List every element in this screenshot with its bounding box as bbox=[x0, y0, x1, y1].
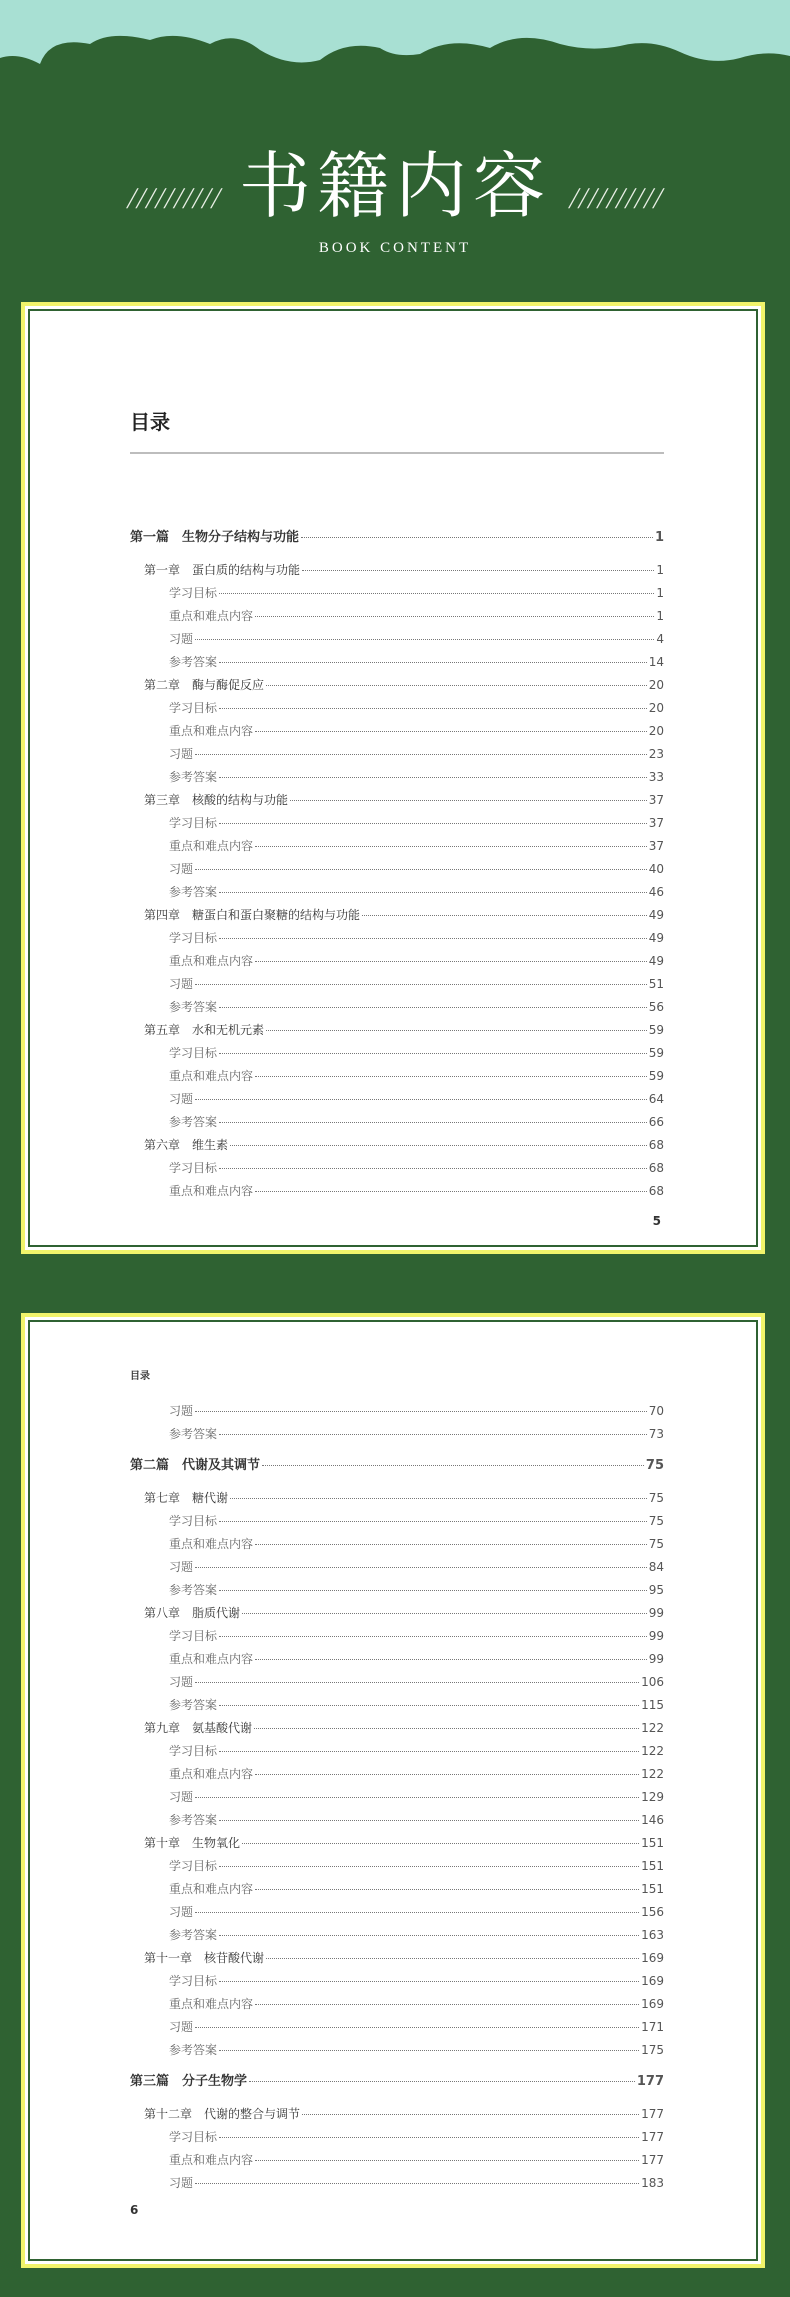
dot-leader bbox=[255, 616, 654, 617]
toc-entry-page: 169 bbox=[641, 1974, 664, 1988]
toc-entry-sec[interactable] bbox=[130, 885, 664, 899]
toc-entry-label: 参考答案 bbox=[169, 1000, 218, 1014]
dot-leader bbox=[255, 2004, 639, 2005]
dot-leader bbox=[219, 1521, 647, 1522]
dot-leader bbox=[266, 685, 647, 686]
toc-entry-sec[interactable] bbox=[130, 862, 664, 876]
toc-entry-label: 参考答案 bbox=[169, 1928, 218, 1942]
dot-leader bbox=[195, 869, 647, 870]
dot-leader bbox=[219, 823, 647, 824]
toc-entry-page: 151 bbox=[641, 1836, 664, 1850]
toc-entry-label: 第六章 维生素 bbox=[144, 1138, 229, 1152]
toc-entry-page: 129 bbox=[641, 1790, 664, 1804]
toc-entry-label: 重点和难点内容 bbox=[169, 1652, 254, 1666]
toc-entry-label: 第三章 核酸的结构与功能 bbox=[144, 793, 289, 807]
dot-leader bbox=[195, 1797, 639, 1798]
toc-entry-label: 学习目标 bbox=[169, 586, 218, 600]
toc-entry-sec[interactable] bbox=[130, 977, 664, 991]
toc-entry-page: 51 bbox=[648, 977, 664, 991]
toc-entry-page: 14 bbox=[648, 655, 664, 669]
toc-entry-label: 重点和难点内容 bbox=[169, 1882, 254, 1896]
toc-entry-page: 122 bbox=[641, 1721, 664, 1735]
dot-leader bbox=[219, 1981, 639, 1982]
toc-entry-sec[interactable] bbox=[130, 1905, 664, 1919]
toc-entry-label: 学习目标 bbox=[169, 2130, 218, 2144]
toc-entry-sec[interactable] bbox=[130, 1698, 664, 1712]
toc-entry-label: 第八章 脂质代谢 bbox=[144, 1606, 241, 1620]
toc-entry-label: 重点和难点内容 bbox=[169, 724, 254, 738]
toc-entry-page: 75 bbox=[648, 1514, 664, 1528]
toc-entry-label: 第四章 糖蛋白和蛋白聚糖的结构与功能 bbox=[144, 908, 361, 922]
dot-leader bbox=[219, 777, 647, 778]
toc-entry-label: 第三篇 分子生物学 bbox=[130, 2074, 248, 2089]
toc-entry-page: 122 bbox=[641, 1744, 664, 1758]
toc-list bbox=[130, 531, 664, 1198]
toc-entry-label: 学习目标 bbox=[169, 1629, 218, 1643]
toc-entry-sec[interactable] bbox=[130, 1859, 664, 1873]
toc-entry-label: 第九章 氨基酸代谢 bbox=[144, 1721, 253, 1735]
toc-entry-page: 68 bbox=[648, 1138, 664, 1152]
toc-entry-sec[interactable] bbox=[130, 1928, 664, 1942]
toc-entry-chap[interactable] bbox=[130, 793, 664, 807]
toc-entry-sec[interactable] bbox=[130, 1560, 664, 1574]
dot-leader bbox=[219, 1168, 647, 1169]
heading-divider bbox=[130, 452, 664, 454]
dot-leader bbox=[219, 2050, 639, 2051]
toc-entry-label: 习题 bbox=[169, 747, 194, 761]
toc-entry-page: 163 bbox=[641, 1928, 664, 1942]
dot-leader bbox=[219, 593, 654, 594]
toc-list bbox=[130, 1404, 664, 2190]
dot-leader bbox=[255, 846, 647, 847]
toc-entry-label: 学习目标 bbox=[169, 1046, 218, 1060]
toc-entry-sec[interactable] bbox=[130, 2043, 664, 2057]
toc-entry-page: 37 bbox=[648, 839, 664, 853]
toc-entry-label: 学习目标 bbox=[169, 1859, 218, 1873]
dot-leader bbox=[195, 1682, 639, 1683]
toc-entry-sec[interactable] bbox=[130, 1427, 664, 1441]
toc-entry-label: 参考答案 bbox=[169, 2043, 218, 2057]
toc-entry-label: 重点和难点内容 bbox=[169, 609, 254, 623]
section-title: 书籍内容 bbox=[238, 144, 551, 228]
dot-leader bbox=[266, 1958, 639, 1959]
dot-leader bbox=[255, 1774, 639, 1775]
toc-entry-page: 75 bbox=[648, 1491, 664, 1505]
toc-entry-chap[interactable] bbox=[130, 1138, 664, 1152]
toc-entry-chap[interactable] bbox=[130, 678, 664, 692]
toc-entry-chap[interactable] bbox=[130, 1951, 664, 1965]
toc-entry-page: 156 bbox=[641, 1905, 664, 1919]
dot-leader bbox=[255, 1659, 647, 1660]
toc-entry-sec[interactable] bbox=[130, 1790, 664, 1804]
toc-entry-label: 第二章 酶与酶促反应 bbox=[144, 678, 265, 692]
toc-entry-chap[interactable] bbox=[130, 1836, 664, 1850]
running-head: 目录 bbox=[130, 1371, 150, 1382]
toc-entry-sec[interactable] bbox=[130, 1652, 664, 1666]
toc-entry-label: 参考答案 bbox=[169, 1427, 218, 1441]
toc-entry-page: 33 bbox=[648, 770, 664, 784]
dot-leader bbox=[255, 1889, 639, 1890]
dot-leader bbox=[195, 1411, 647, 1412]
toc-entry-label: 习题 bbox=[169, 862, 194, 876]
toc-entry-page: 122 bbox=[641, 1767, 664, 1781]
toc-entry-page: 49 bbox=[648, 908, 664, 922]
dot-leader bbox=[266, 1030, 647, 1031]
toc-entry-sec[interactable] bbox=[130, 1404, 664, 1418]
toc-entry-page: 175 bbox=[641, 2043, 664, 2057]
toc-entry-page: 66 bbox=[648, 1115, 664, 1129]
dot-leader bbox=[195, 1099, 647, 1100]
toc-entry-sec[interactable] bbox=[130, 609, 664, 623]
toc-entry-label: 习题 bbox=[169, 1790, 194, 1804]
toc-entry-page: 171 bbox=[641, 2020, 664, 2034]
dot-leader bbox=[302, 570, 654, 571]
toc-entry-label: 参考答案 bbox=[169, 1698, 218, 1712]
toc-entry-page: 151 bbox=[641, 1859, 664, 1873]
dot-leader bbox=[219, 1122, 647, 1123]
toc-entry-page: 49 bbox=[648, 954, 664, 968]
dot-leader bbox=[195, 754, 647, 755]
toc-entry-page: 59 bbox=[648, 1069, 664, 1083]
toc-entry-sec[interactable] bbox=[130, 839, 664, 853]
toc-entry-chap[interactable] bbox=[130, 1606, 664, 1620]
toc-entry-label: 重点和难点内容 bbox=[169, 954, 254, 968]
toc-entry-page: 68 bbox=[648, 1184, 664, 1198]
toc-entry-page: 23 bbox=[648, 747, 664, 761]
toc-entry-sec[interactable] bbox=[130, 724, 664, 738]
dot-leader bbox=[255, 1544, 647, 1545]
dot-leader bbox=[195, 1567, 647, 1568]
dot-leader bbox=[219, 892, 647, 893]
dot-leader bbox=[255, 731, 647, 732]
toc-entry-sec[interactable] bbox=[130, 1997, 664, 2011]
section-subtitle: BOOK CONTENT bbox=[318, 240, 472, 256]
toc-entry-sec[interactable] bbox=[130, 747, 664, 761]
dot-leader bbox=[195, 2027, 639, 2028]
toc-entry-page: 1 bbox=[656, 586, 664, 600]
toc-entry-page: 4 bbox=[656, 632, 664, 646]
toc-entry-page: 20 bbox=[648, 701, 664, 715]
toc-entry-sec[interactable] bbox=[130, 1974, 664, 1988]
toc-entry-sec[interactable] bbox=[130, 1813, 664, 1827]
toc-entry-label: 重点和难点内容 bbox=[169, 1069, 254, 1083]
toc-heading: 目录 bbox=[130, 410, 170, 434]
toc-entry-part[interactable] bbox=[130, 1459, 664, 1473]
dot-leader bbox=[301, 537, 653, 538]
toc-entry-sec[interactable] bbox=[130, 954, 664, 968]
toc-entry-chap[interactable] bbox=[130, 1721, 664, 1735]
dot-leader bbox=[290, 800, 647, 801]
toc-entry-sec[interactable] bbox=[130, 931, 664, 945]
toc-entry-page: 177 bbox=[641, 2130, 664, 2144]
toc-entry-page: 95 bbox=[648, 1583, 664, 1597]
toc-entry-page: 49 bbox=[648, 931, 664, 945]
toc-entry-label: 参考答案 bbox=[169, 1813, 218, 1827]
dot-leader bbox=[219, 1935, 639, 1936]
dot-leader bbox=[219, 1705, 639, 1706]
toc-entry-sec[interactable] bbox=[130, 1115, 664, 1129]
toc-entry-chap[interactable] bbox=[130, 2107, 664, 2121]
toc-entry-page: 99 bbox=[648, 1652, 664, 1666]
decorative-slashes-right: ////////// bbox=[566, 182, 667, 215]
toc-entry-label: 参考答案 bbox=[169, 885, 218, 899]
toc-entry-page: 59 bbox=[648, 1023, 664, 1037]
toc-entry-page: 183 bbox=[641, 2176, 664, 2190]
toc-entry-page: 1 bbox=[654, 530, 664, 545]
toc-entry-sec[interactable] bbox=[130, 701, 664, 715]
toc-entry-sec[interactable] bbox=[130, 1744, 664, 1758]
toc-entry-label: 习题 bbox=[169, 1404, 194, 1418]
dot-leader bbox=[242, 1843, 639, 1844]
dot-leader bbox=[255, 1076, 647, 1077]
toc-entry-sec[interactable] bbox=[130, 1184, 664, 1198]
toc-entry-sec[interactable] bbox=[130, 2130, 664, 2144]
toc-entry-label: 习题 bbox=[169, 2020, 194, 2034]
toc-entry-sec[interactable] bbox=[130, 2176, 664, 2190]
toc-entry-label: 学习目标 bbox=[169, 701, 218, 715]
dot-leader bbox=[230, 1145, 647, 1146]
toc-entry-page: 99 bbox=[648, 1606, 664, 1620]
toc-entry-page: 177 bbox=[641, 2153, 664, 2167]
toc-entry-page: 37 bbox=[648, 816, 664, 830]
toc-entry-label: 第二篇 代谢及其调节 bbox=[130, 1458, 261, 1473]
toc-entry-chap[interactable] bbox=[130, 1023, 664, 1037]
toc-entry-sec[interactable] bbox=[130, 586, 664, 600]
toc-entry-sec[interactable] bbox=[130, 1000, 664, 1014]
page-number: 6 bbox=[130, 2203, 139, 2217]
toc-entry-page: 73 bbox=[648, 1427, 664, 1441]
toc-entry-page: 68 bbox=[648, 1161, 664, 1175]
toc-entry-label: 第一章 蛋白质的结构与功能 bbox=[144, 563, 301, 577]
toc-entry-label: 学习目标 bbox=[169, 816, 218, 830]
toc-entry-chap[interactable] bbox=[130, 1491, 664, 1505]
toc-entry-page: 177 bbox=[636, 2074, 664, 2089]
toc-entry-sec[interactable] bbox=[130, 1161, 664, 1175]
toc-entry-page: 99 bbox=[648, 1629, 664, 1643]
toc-entry-sec[interactable] bbox=[130, 1092, 664, 1106]
toc-entry-sec[interactable] bbox=[130, 2020, 664, 2034]
toc-entry-label: 重点和难点内容 bbox=[169, 1537, 254, 1551]
toc-entry-page: 59 bbox=[648, 1046, 664, 1060]
dot-leader bbox=[362, 915, 647, 916]
toc-entry-page: 37 bbox=[648, 793, 664, 807]
toc-entry-label: 第十二章 代谢的整合与调节 bbox=[144, 2107, 301, 2121]
dot-leader bbox=[219, 1866, 639, 1867]
toc-entry-label: 参考答案 bbox=[169, 655, 218, 669]
dot-leader bbox=[230, 1498, 647, 1499]
book-page-6 bbox=[21, 1313, 765, 2268]
dot-leader bbox=[254, 1728, 639, 1729]
toc-entry-page: 1 bbox=[656, 563, 664, 577]
page-number: 5 bbox=[652, 1214, 661, 1228]
toc-entry-page: 46 bbox=[648, 885, 664, 899]
dot-leader bbox=[195, 984, 647, 985]
toc-entry-part[interactable] bbox=[130, 531, 664, 545]
toc-entry-label: 习题 bbox=[169, 632, 194, 646]
toc-entry-label: 重点和难点内容 bbox=[169, 2153, 254, 2167]
dot-leader bbox=[219, 1007, 647, 1008]
dot-leader bbox=[302, 2114, 639, 2115]
toc-entry-sec[interactable] bbox=[130, 2153, 664, 2167]
toc-entry-label: 第十章 生物氧化 bbox=[144, 1836, 241, 1850]
toc-entry-page: 70 bbox=[648, 1404, 664, 1418]
toc-entry-label: 第十一章 核苷酸代谢 bbox=[144, 1951, 265, 1965]
toc-entry-label: 参考答案 bbox=[169, 770, 218, 784]
dot-leader bbox=[195, 2183, 639, 2184]
toc-entry-sec[interactable] bbox=[130, 1767, 664, 1781]
toc-entry-page: 169 bbox=[641, 1997, 664, 2011]
dot-leader bbox=[219, 2137, 639, 2138]
dot-leader bbox=[219, 1820, 639, 1821]
dot-leader bbox=[255, 1191, 647, 1192]
toc-entry-page: 64 bbox=[648, 1092, 664, 1106]
toc-entry-page: 20 bbox=[648, 678, 664, 692]
dot-leader bbox=[255, 961, 647, 962]
dot-leader bbox=[219, 708, 647, 709]
toc-entry-label: 重点和难点内容 bbox=[169, 1767, 254, 1781]
toc-entry-label: 重点和难点内容 bbox=[169, 1184, 254, 1198]
toc-entry-page: 1 bbox=[656, 609, 664, 623]
toc-entry-page: 106 bbox=[641, 1675, 664, 1689]
toc-entry-label: 学习目标 bbox=[169, 931, 218, 945]
toc-entry-page: 151 bbox=[641, 1882, 664, 1896]
toc-entry-page: 56 bbox=[648, 1000, 664, 1014]
dot-leader bbox=[195, 1912, 639, 1913]
toc-entry-label: 学习目标 bbox=[169, 1514, 218, 1528]
toc-entry-sec[interactable] bbox=[130, 655, 664, 669]
toc-entry-sec[interactable] bbox=[130, 1675, 664, 1689]
toc-entry-page: 169 bbox=[641, 1951, 664, 1965]
dot-leader bbox=[219, 662, 647, 663]
toc-entry-label: 习题 bbox=[169, 977, 194, 991]
dot-leader bbox=[219, 1053, 647, 1054]
book-page-5 bbox=[21, 302, 765, 1254]
toc-entry-label: 习题 bbox=[169, 1905, 194, 1919]
toc-entry-label: 重点和难点内容 bbox=[169, 839, 254, 853]
dot-leader bbox=[219, 1636, 647, 1637]
toc-entry-label: 第七章 糖代谢 bbox=[144, 1491, 229, 1505]
toc-entry-page: 20 bbox=[648, 724, 664, 738]
banner-header bbox=[0, 0, 790, 300]
toc-entry-part[interactable] bbox=[130, 2075, 664, 2089]
dot-leader bbox=[219, 1590, 647, 1591]
toc-entry-label: 第一篇 生物分子结构与功能 bbox=[130, 530, 300, 545]
toc-entry-label: 习题 bbox=[169, 2176, 194, 2190]
toc-entry-sec[interactable] bbox=[130, 1514, 664, 1528]
toc-entry-page: 115 bbox=[641, 1698, 664, 1712]
cloud-sky-decoration bbox=[0, 0, 790, 80]
toc-entry-label: 学习目标 bbox=[169, 1161, 218, 1175]
toc-entry-page: 75 bbox=[645, 1458, 664, 1473]
toc-entry-label: 参考答案 bbox=[169, 1583, 218, 1597]
toc-entry-page: 84 bbox=[648, 1560, 664, 1574]
toc-entry-label: 参考答案 bbox=[169, 1115, 218, 1129]
toc-entry-page: 75 bbox=[648, 1537, 664, 1551]
dot-leader bbox=[219, 938, 647, 939]
dot-leader bbox=[195, 639, 654, 640]
decorative-slashes-left: ////////// bbox=[124, 182, 225, 215]
dot-leader bbox=[242, 1613, 647, 1614]
toc-entry-label: 学习目标 bbox=[169, 1974, 218, 1988]
toc-entry-sec[interactable] bbox=[130, 1069, 664, 1083]
toc-entry-sec[interactable] bbox=[130, 1882, 664, 1896]
toc-entry-sec[interactable] bbox=[130, 1629, 664, 1643]
toc-entry-sec[interactable] bbox=[130, 1046, 664, 1060]
toc-entry-label: 重点和难点内容 bbox=[169, 1997, 254, 2011]
toc-entry-label: 习题 bbox=[169, 1092, 194, 1106]
toc-entry-label: 学习目标 bbox=[169, 1744, 218, 1758]
toc-entry-page: 146 bbox=[641, 1813, 664, 1827]
toc-entry-page: 177 bbox=[641, 2107, 664, 2121]
toc-entry-page: 40 bbox=[648, 862, 664, 876]
dot-leader bbox=[249, 2081, 635, 2082]
toc-entry-chap[interactable] bbox=[130, 563, 664, 577]
toc-entry-sec[interactable] bbox=[130, 1583, 664, 1597]
toc-entry-sec[interactable] bbox=[130, 816, 664, 830]
dot-leader bbox=[219, 1751, 639, 1752]
dot-leader bbox=[219, 1434, 647, 1435]
dot-leader bbox=[255, 2160, 639, 2161]
toc-entry-label: 第五章 水和无机元素 bbox=[144, 1023, 265, 1037]
toc-entry-sec[interactable] bbox=[130, 1537, 664, 1551]
toc-entry-sec[interactable] bbox=[130, 632, 664, 646]
toc-entry-sec[interactable] bbox=[130, 770, 664, 784]
dot-leader bbox=[262, 1465, 644, 1466]
toc-entry-label: 习题 bbox=[169, 1675, 194, 1689]
toc-entry-chap[interactable] bbox=[130, 908, 664, 922]
toc-entry-label: 习题 bbox=[169, 1560, 194, 1574]
